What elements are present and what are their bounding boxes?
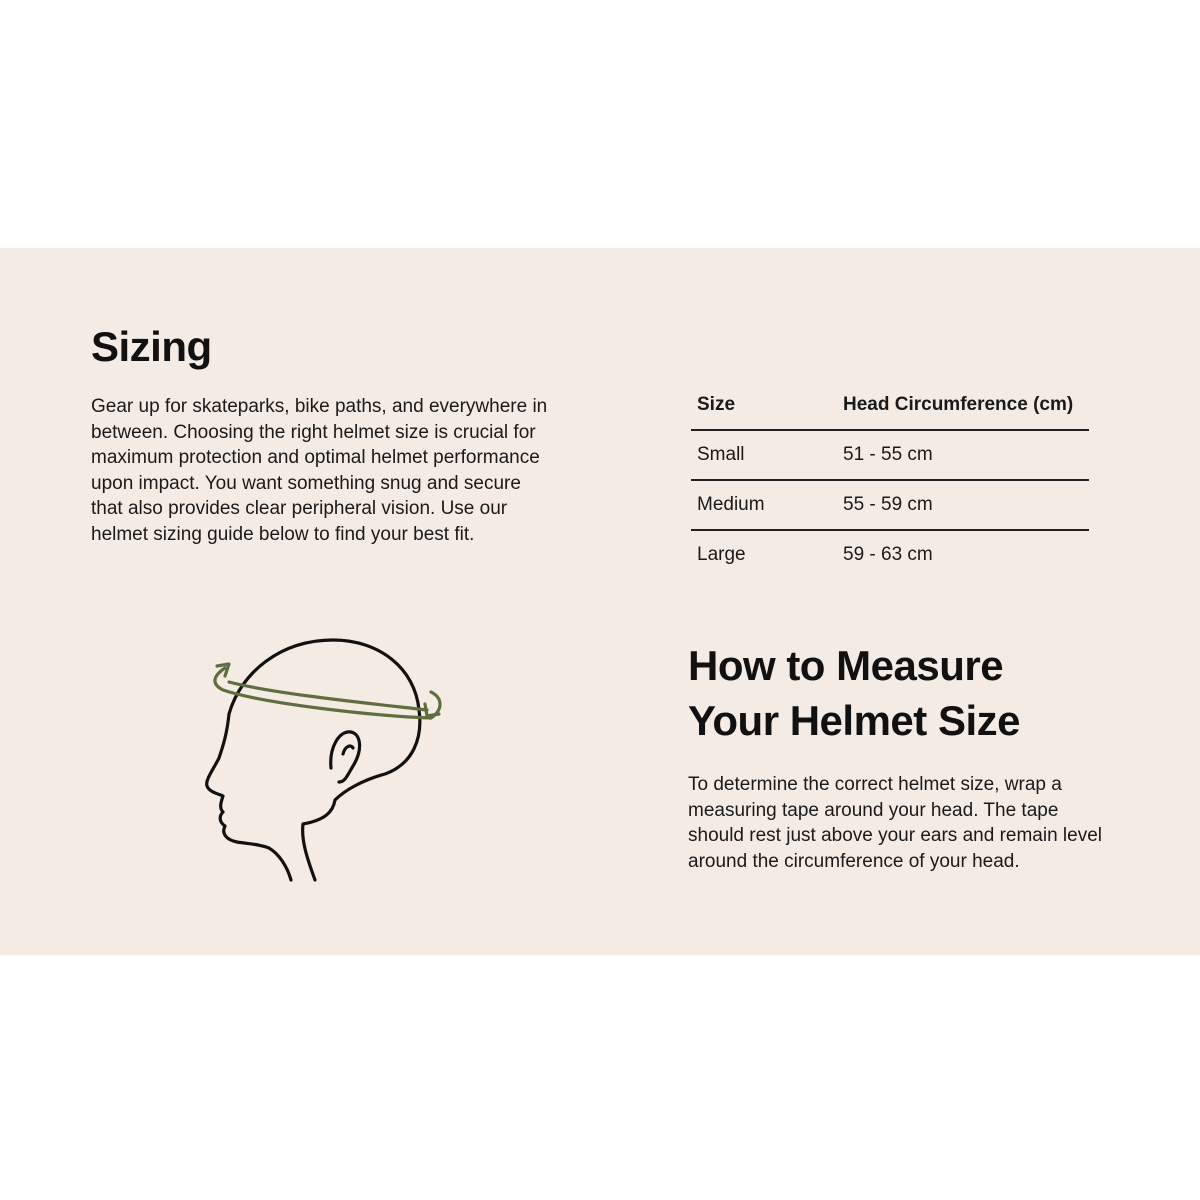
size-column-header: Size (691, 388, 837, 430)
size-cell: Small (691, 430, 837, 480)
table-row (691, 430, 1089, 480)
sizing-intro-text: Gear up for skateparks, bike paths, and everywhere in between. Choosing the right helmet size is crucial for maximum protection and optimal helmet performance upon impact. You want something snug and secure that also provides clear peripheral vision. Use our helmet sizing guide below to find your best fit. (91, 396, 548, 545)
measure-title (688, 638, 1020, 748)
sizing-title: Sizing (91, 323, 212, 370)
size-cell: Medium (691, 480, 837, 530)
size-cell: Large (697, 544, 746, 565)
measure-title-line-2: Your Helmet Size (688, 697, 1020, 744)
measure-instructions: To determine the correct helmet size, wrap a measuring tape around your head. The tape should rest just above your ears and remain level around the circumference of your head. (688, 774, 1103, 872)
circumference-cell: 59 - 63 cm (843, 544, 933, 565)
table-row (691, 530, 1089, 579)
size-table (691, 388, 1089, 579)
measure-title-line-1: How to Measure (688, 642, 1004, 689)
head-measuring-tape-icon (195, 630, 455, 885)
size-table-header-row (691, 388, 1089, 430)
circumference-cell: 55 - 59 cm (837, 480, 1089, 530)
circumference-cell: 51 - 55 cm (837, 430, 1089, 480)
table-row (691, 480, 1089, 530)
circumference-column-header: Head Circumference (cm) (837, 388, 1089, 430)
